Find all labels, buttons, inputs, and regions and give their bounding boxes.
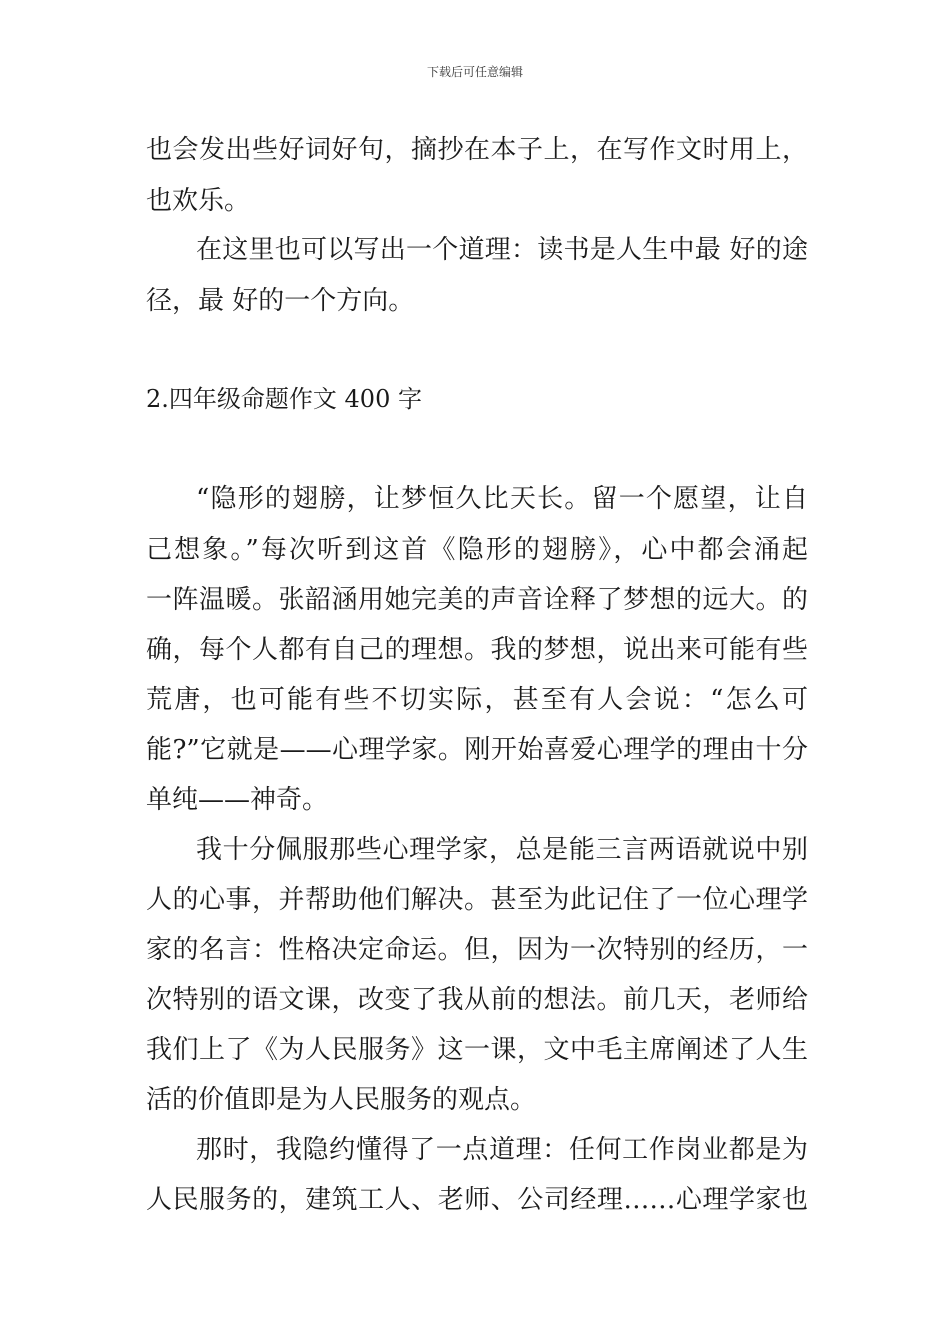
body-text-line: 人民服务的，建筑工人、老师、公司经理……心理学家也 (146, 1185, 808, 1215)
body-text-line: 也欢乐。 (146, 186, 251, 216)
body-text-line: 荒唐，也可能有些不切实际，甚至有人会说：“怎么可 (146, 685, 808, 715)
page-header: 下载后可任意编辑 (426, 65, 523, 79)
body-text-line: 己想象。”每次听到这首《隐形的翅膀》，心中都会涌起 (146, 535, 808, 565)
body-text-line: 也会发出些好词好句，摘抄在本子上，在写作文时用上， (146, 135, 808, 165)
body-text-line: 一阵温暖。张韶涵用她完美的声音诠释了梦想的远大。的 (146, 585, 808, 615)
body-text-line: 活的价值即是为人民服务的观点。 (146, 1085, 537, 1115)
paragraph-first-line: 我十分佩服那些心理学家，总是能三言两语就说中别 (196, 835, 808, 865)
body-text-line: 次特别的语文课，改变了我从前的想法。前几天，老师给 (146, 985, 808, 1015)
body-text-line: 人的心事，并帮助他们解决。甚至为此记住了一位心理学 (146, 885, 808, 915)
section-heading: 2.四年级命题作文 400 字 (146, 385, 422, 413)
paragraph-first-line: “隐形的翅膀，让梦恒久比天长。留一个愿望，让自 (196, 484, 808, 514)
body-text-line: 能?”它就是——心理学家。刚开始喜爱心理学的理由十分 (146, 735, 808, 765)
paragraph-first-line: 在这里也可以写出一个道理：读书是人生中最 好的途 (196, 235, 808, 265)
body-text-line: 确，每个人都有自己的理想。我的梦想，说出来可能有些 (146, 635, 808, 665)
body-text-line: 我们上了《为人民服务》这一课，文中毛主席阐述了人生 (146, 1035, 808, 1065)
body-text-line: 家的名言：性格决定命运。但，因为一次特别的经历，一 (146, 935, 808, 965)
body-text-line: 径，最 好的一个方向。 (146, 286, 415, 316)
body-text-line: 单纯——神奇。 (146, 785, 329, 815)
paragraph-first-line: 那时，我隐约懂得了一点道理：任何工作岗业都是为 (196, 1135, 808, 1165)
